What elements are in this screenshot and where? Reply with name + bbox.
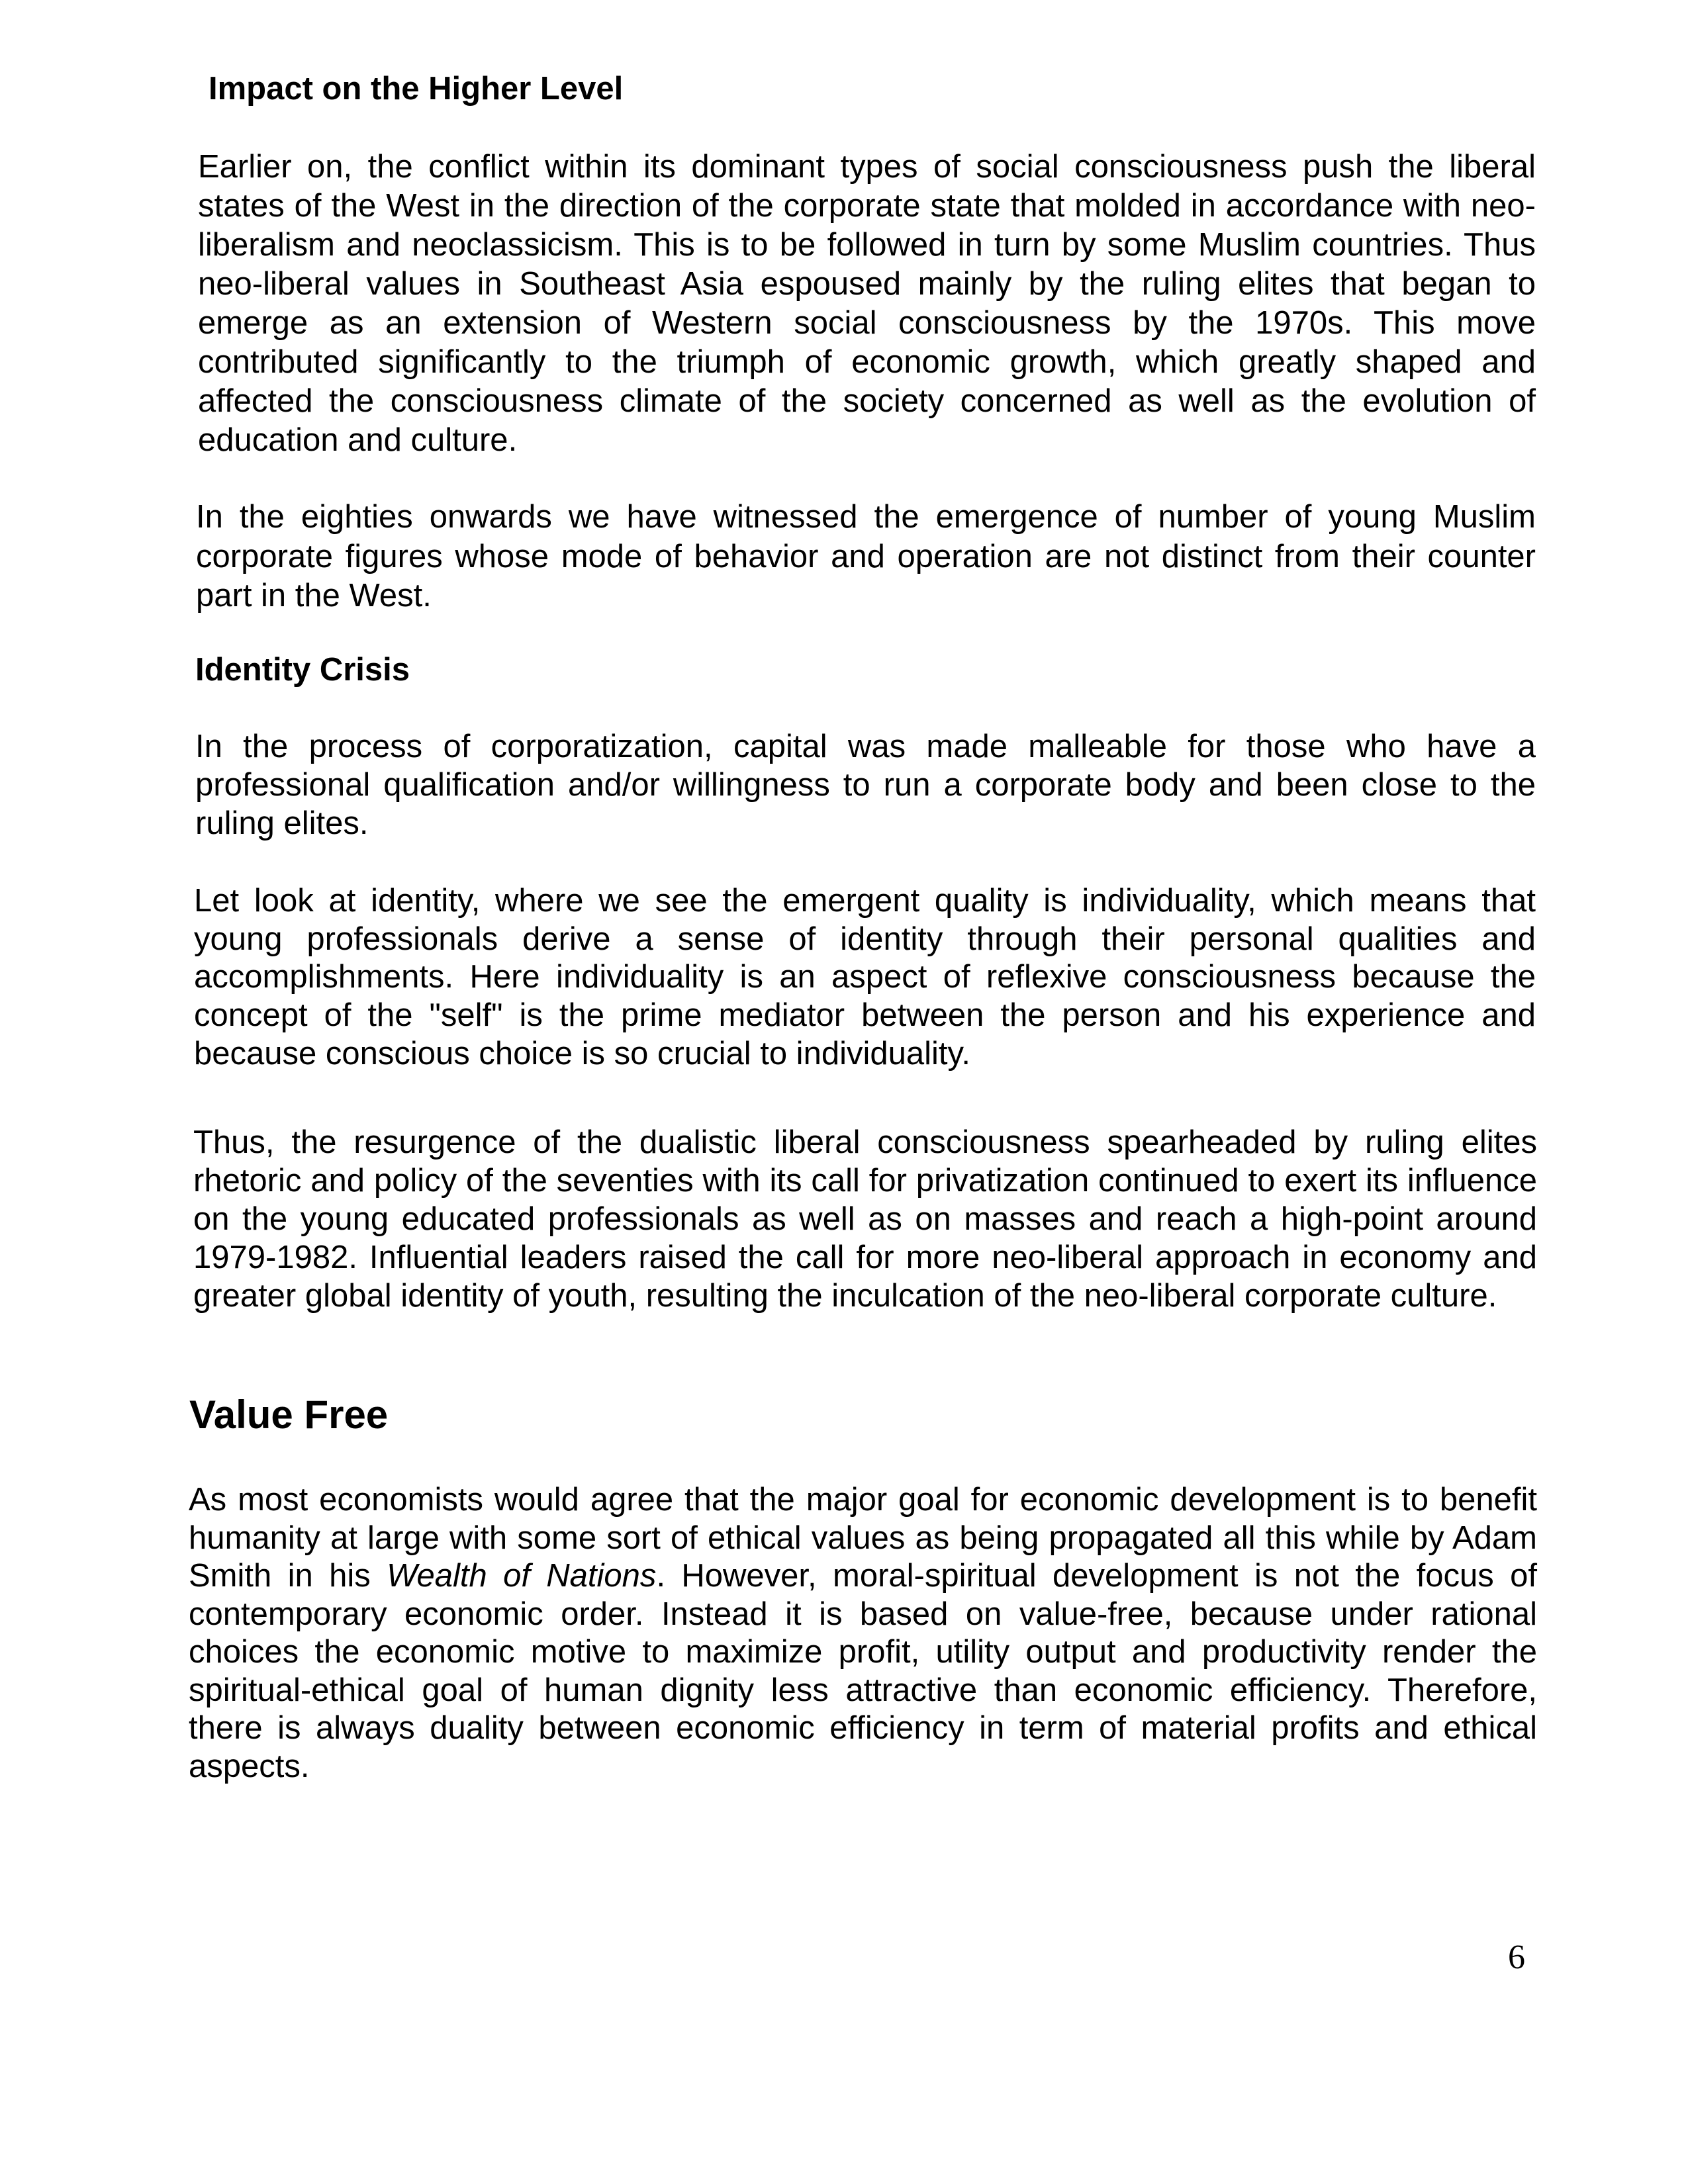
section-heading-impact-on-higher-level: Impact on the Higher Level	[209, 71, 624, 107]
paragraph-earlier-on: Earlier on, the conflict within its dominant types of social consciousness push the liberal states of the West in the direction of the corporate state that molded in accordance with neo-liberalism and neoclassicism. This is to be followed in turn by some Muslim countries. Thus neo-liberal values in Southeast Asia espoused mainly by the ruling elites that began to emerge as an extension of Western social consciousness by the 1970s. This move contributed significantly to the triumph of economic growth, which greatly shaped and affected the consciousness climate of the society concerned as well as the evolution of education and culture.	[198, 149, 1536, 458]
paragraph-economists-agree	[189, 1481, 1537, 1786]
section-heading-value-free: Value Free	[189, 1392, 389, 1437]
page-number: 6	[1508, 1938, 1525, 1976]
paragraph-eighties-onwards: In the eighties onwards we have witnessed the emergence of number of young Muslim corporate figures whose mode of behavior and operation are not distinct from their counter part in the West.	[196, 499, 1536, 614]
paragraph-resurgence-liberal-consciousness: Thus, the resurgence of the dualistic liberal consciousness spearheaded by ruling elites rhetoric and policy of the seventies with its call for privatization continued to exert its influence on the young educated professionals as well as on masses and reach a high-point around 1979-1982. Influential leaders raised the call for more neo-liberal approach in economy and greater global identity of youth, resulting the inculcation of the neo-liberal corporate culture.	[193, 1124, 1537, 1314]
paragraph-text-before-title: As most economists would agree that the major goal for economic development is to benefit humanity at large with some sort of ethical values as being propagated all this while by Adam Smith in his	[189, 1482, 1537, 1594]
paragraph-text-after-title: . However, moral-spiritual development is not the focus of contemporary economic order. Instead it is based on value-free, because under rational choices the economic motive to maximize profit, utility output and productivity render the spiritual-ethical goal of human dignity less attractive than economic efficiency. Therefore, there is always duality between economic efficiency in term of material profits and ethical aspects.	[189, 1558, 1537, 1784]
section-heading-identity-crisis: Identity Crisis	[195, 652, 410, 688]
book-title-wealth-of-nations: Wealth of Nations	[387, 1558, 657, 1594]
paragraph-process-of-corporatization: In the process of corporatization, capital was made malleable for those who have a professional qualification and/or willingness to run a corporate body and been close to the ruling elites.	[195, 729, 1536, 841]
paragraph-look-at-identity: Let look at identity, where we see the emergent quality is individuality, which means that young professionals derive a sense of identity through their personal qualities and accomplishments. Here individuality is an aspect of reflexive consciousness because the concept of the "self" is the prime mediator between the person and his experience and because conscious choice is so crucial to individuality.	[194, 883, 1536, 1071]
